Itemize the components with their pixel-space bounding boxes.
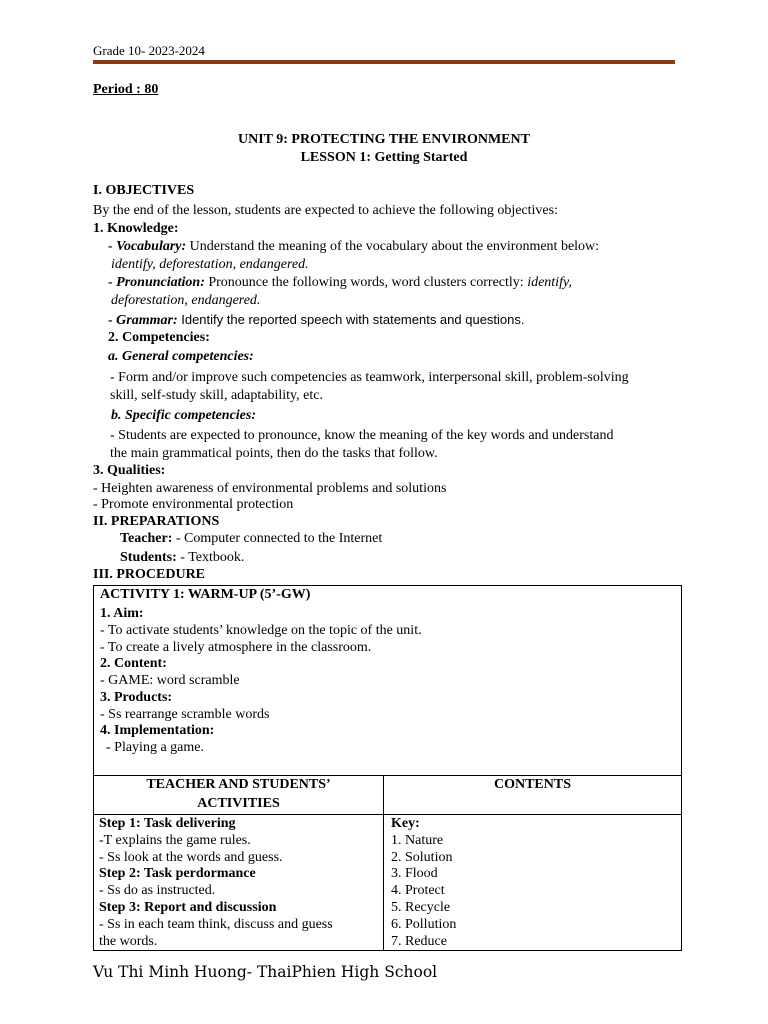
content-heading: 2. Content:	[100, 656, 167, 671]
teacher-label: Teacher:	[120, 531, 173, 546]
implementation-item-1: - Playing a game.	[106, 740, 204, 755]
unit-title: UNIT 9: PROTECTING THE ENVIRONMENT	[238, 132, 530, 147]
aim-heading: 1. Aim:	[100, 606, 144, 621]
step-item: - Ss in each team think, discuss and guess	[99, 916, 333, 932]
pronunciation-words: identify,	[527, 275, 572, 290]
key-heading: Key:	[391, 816, 420, 831]
grammar-label: - Grammar:	[108, 313, 178, 328]
content-item-1: - GAME: word scramble	[100, 673, 240, 688]
pronunciation-text: Pronounce the following words, word clusters correctly:	[204, 275, 528, 290]
specific-competencies-line2: the main grammatical points, then do the tasks that follow.	[110, 446, 438, 461]
qualities-item-2: - Promote environmental protection	[93, 497, 294, 512]
qualities-item-1: - Heighten awareness of environmental problems and solutions	[93, 481, 447, 496]
key-item: 6. Pollution	[391, 916, 457, 932]
pronunciation-words-cont: deforestation, endangered.	[111, 293, 261, 308]
pronunciation-label: - Pronunciation:	[108, 275, 205, 290]
activity-title: ACTIVITY 1: WARM-UP (5’-GW)	[100, 587, 311, 602]
key-item: 1. Nature	[391, 832, 444, 848]
step-item: -T explains the game rules.	[99, 832, 251, 848]
table-column-divider	[383, 775, 384, 951]
column-header-activities-2: ACTIVITIES	[197, 796, 280, 811]
key-item: 4. Protect	[391, 883, 445, 899]
procedure-heading: III. PROCEDURE	[93, 567, 206, 582]
qualities-heading: 3. Qualities:	[93, 463, 166, 478]
preparations-heading: II. PREPARATIONS	[93, 514, 220, 529]
step-item: - Ss do as instructed.	[99, 883, 216, 899]
students-label: Students:	[120, 550, 177, 565]
implementation-heading: 4. Implementation:	[100, 723, 215, 738]
period-label: Period : 80	[93, 82, 159, 97]
keys-column	[391, 816, 456, 950]
table-divider-2	[93, 814, 682, 815]
page-header: Grade 10- 2023-2024	[93, 43, 205, 58]
students-line	[120, 550, 244, 566]
key-item: 7. Reduce	[391, 933, 447, 949]
competencies-heading: 2. Competencies:	[108, 330, 210, 345]
steps-column	[99, 816, 333, 950]
step-item: - Ss look at the words and guess.	[99, 849, 283, 865]
teacher-line	[120, 531, 382, 547]
table-divider-1	[93, 775, 682, 776]
step-heading: Step 1: Task delivering	[99, 816, 236, 831]
page-footer: Vu Thi Minh Huong- ThaiPhien High School	[93, 963, 438, 981]
students-text: - Textbook.	[176, 550, 245, 565]
objectives-intro: By the end of the lesson, students are expected to achieve the following objectives:	[93, 203, 558, 218]
general-competencies-line2: skill, self-study skill, adaptability, etc.	[110, 388, 323, 403]
vocabulary-line	[108, 239, 599, 255]
key-item: 3. Flood	[391, 866, 438, 882]
grammar-text: Identify the reported speech with statements and questions.	[177, 312, 525, 327]
objectives-heading: I. OBJECTIVES	[93, 183, 195, 198]
teacher-text: - Computer connected to the Internet	[172, 531, 383, 546]
vocabulary-text: Understand the meaning of the vocabulary about the environment below:	[186, 239, 600, 254]
products-heading: 3. Products:	[100, 690, 173, 705]
aim-item-2: - To create a lively atmosphere in the classroom.	[100, 640, 372, 655]
step-heading: Step 2: Task perdormance	[99, 866, 256, 882]
general-competencies-line1: - Form and/or improve such competencies as teamwork, interpersonal skill, problem-solving	[110, 370, 629, 385]
knowledge-heading: 1. Knowledge:	[93, 221, 179, 236]
step-item: the words.	[99, 933, 158, 949]
products-item-1: - Ss rearrange scramble words	[100, 707, 270, 722]
step-heading: Step 3: Report and discussion	[99, 899, 277, 915]
lesson-title: LESSON 1: Getting Started	[300, 150, 468, 165]
column-header-activities-1: TEACHER AND STUDENTS’	[146, 777, 331, 792]
vocabulary-words: identify, deforestation, endangered.	[111, 257, 309, 272]
general-competencies-heading: a. General competencies:	[108, 349, 254, 364]
specific-competencies-line1: - Students are expected to pronounce, know the meaning of the key words and understand	[110, 428, 614, 443]
key-item: 5. Recycle	[391, 899, 451, 915]
key-item: 2. Solution	[391, 849, 453, 865]
pronunciation-line	[108, 275, 572, 291]
aim-item-1: - To activate students’ knowledge on the topic of the unit.	[100, 623, 422, 638]
grammar-line	[108, 312, 525, 329]
vocabulary-label: - Vocabulary:	[108, 239, 187, 254]
specific-competencies-heading: b. Specific competencies:	[111, 408, 257, 423]
header-divider	[93, 60, 675, 64]
column-header-contents: CONTENTS	[493, 777, 572, 792]
